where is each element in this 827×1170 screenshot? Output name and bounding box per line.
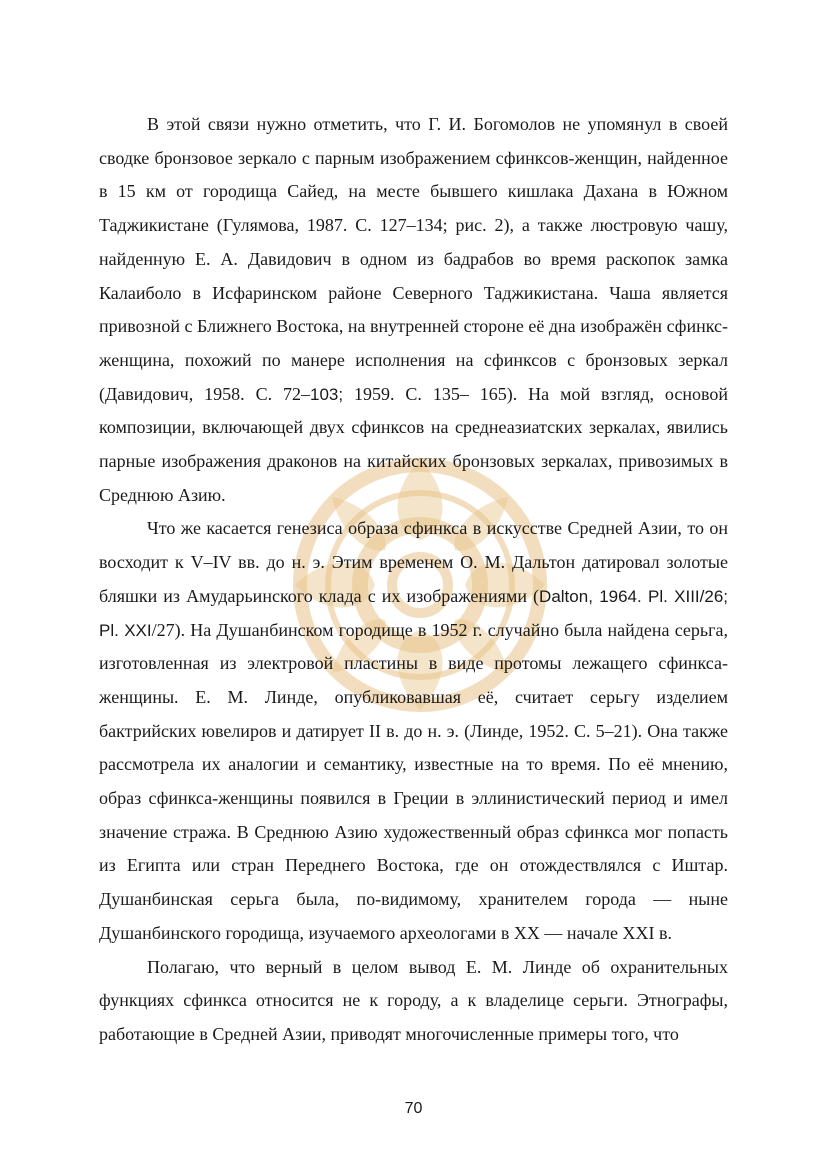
paragraph-3 — [99, 951, 728, 1052]
paragraph-1-sans-text: 103; — [310, 384, 344, 404]
paragraph-3-text: Полагаю, что верный в целом вывод Е. М. Линде об охранительных функциях сфинкса относится не к городу, а к владелице серьги. Этнографы, работающие в Средней Азии, приводят многочисленные примеры того, что — [99, 956, 728, 1044]
document-body — [99, 108, 728, 1052]
paragraph-2 — [99, 512, 728, 950]
paragraph-2-citation: Dalton, 1964. Pl. XIII/26; Pl. XXI — [99, 586, 729, 640]
paragraph-2-text: Что же касается генезиса образа сфинкса в искусстве Средней Азии, то он восходит к V–IV вв. до н. э. Этим временем О. М. Дальтон датировал золотые бляшки из Амударьинского клада с их изображениями ( — [99, 518, 728, 606]
paragraph-2-text-continued: /27). На Душанбинском городище в 1952 г. случайно была найдена серьга, изготовленная из электровой пластины в виде протомы лежащего сфинкса-женщины. Е. М. Линде, опубликовавшая её, считает серьгу изделием бактрийских ювелиров и датирует II в. до н. э. (Линде, 1952. С. 5–21). Она также рассмотрела их аналогии и семантику, известные на то время. По её мнению, образ сфинкса-женщины появился в Греции в эллинистический период и имел значение стража. В Среднюю Азию художественный образ сфинкса мог попасть из Египта или стран Переднего Востока, где он отождествлялся с Иштар. Душанбинская серьга была, по-видимому, хранителем города — ныне Душанбинского городища, изучаемого археологами в XX — начале XXI в. — [99, 619, 728, 943]
paragraph-1-text: В этой связи нужно отметить, что Г. И. Богомолов не упомянул в своей сводке бронзовое зеркало с парным изображением сфинксов-женщин, найденное в 15 км от городища Сайед, на месте бывшего кишлака Дахана в Южном Таджикистане (Гулямова, 1987. С. 127–134; рис. 2), а также люстровую чашу, найденную Е. А. Давидович в одном из бадрабов во время раскопок замка Калаиболо в Исфаринском районе Северного Таджикистана. Чаша является привозной с Ближнего Востока, на внутренней стороне её дна изображён сфинкс-женщина, похожий по манере исполнения на сфинксов с бронзовых зеркал (Давидович, 1958. С. 72– — [99, 114, 728, 404]
paragraph-1-text-continued: 1959. С. 135– 165). На мой взгляд, основой композиции, включающей двух сфинксов на среднеазиатских зеркалах, явились парные изображения драконов на китайских бронзовых зеркалах, привозимых в Среднюю Азию. — [99, 383, 729, 505]
paragraph-1 — [99, 108, 728, 512]
page-number: 70 — [404, 1100, 423, 1117]
